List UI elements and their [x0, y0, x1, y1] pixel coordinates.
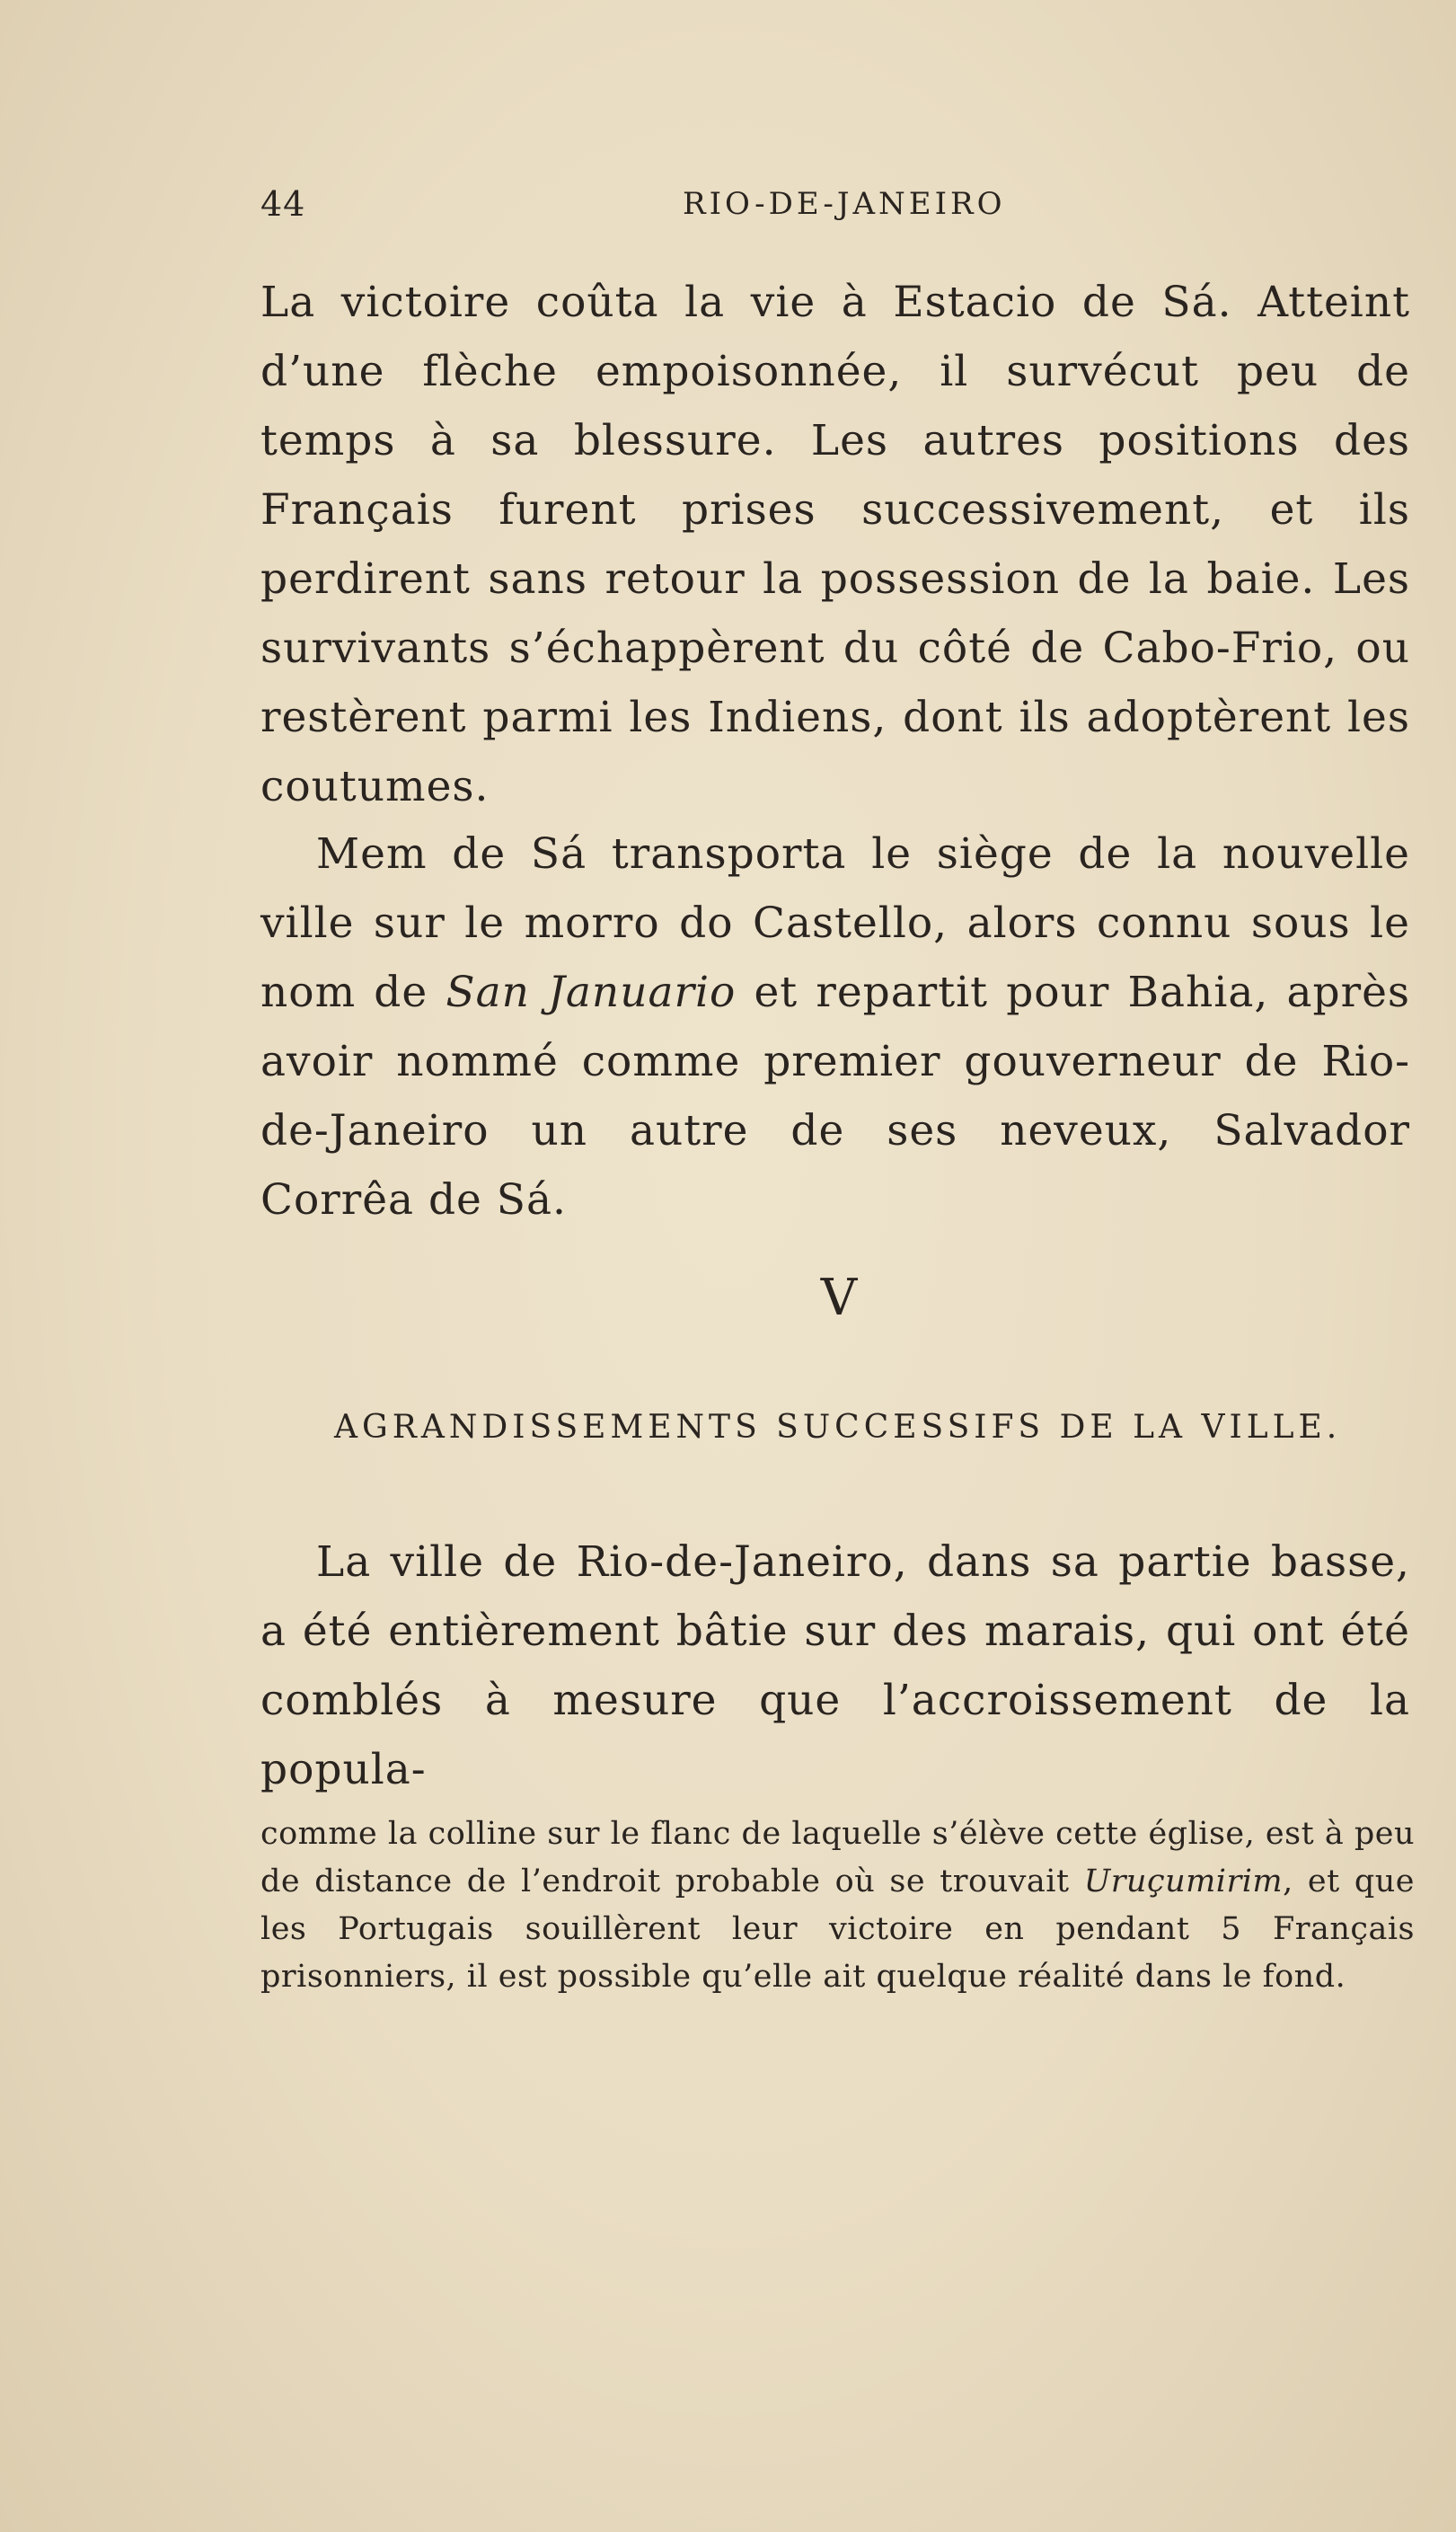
page-number: 44: [260, 184, 306, 224]
urucumirim-italic: Uruçumirim: [1083, 1864, 1284, 1899]
paragraph-city-growth: La ville de Rio-de-Janeiro, dans sa partie basse, a été entièrement bâtie sur des marais, qui ont été comblés à mesure que l’accroissement de la popula-: [260, 1537, 1410, 1794]
san-januario-italic: San Januario: [446, 968, 737, 1017]
chapter-title: AGRANDISSEMENTS SUCCESSIFS DE LA VILLE.: [334, 1409, 1342, 1446]
paragraph-victory: La victoire coûta la vie à Estacio de Sá. Atteint d’une flèche empoisonnée, il survécut peu de temps à sa blessure. Les autres positions des Français furent prises successivement, et ils perdirent sans retour la possession de la baie. Les survivants s’échappèrent du côté de Cabo-Frio, ou restèrent parmi les Indiens, dont ils adoptèrent les coutumes.: [260, 278, 1410, 811]
paragraph-mem-de-sa: [260, 819, 1410, 1235]
paragraph-mem-de-sa-text-start: Mem de Sá transporta le siège de la nouvelle ville sur le morro do Castello, alors connu sous le nom de: [260, 829, 1410, 1017]
page-header: [260, 184, 1410, 229]
chapter-number: V: [820, 1269, 860, 1327]
footnote-text-end: , et que les Portugais souillèrent leur victoire en pendant 5 Français prisonniers, il est possible qu’elle ait quelque réalité dans le fond.: [260, 1864, 1415, 1995]
footnote: [260, 1810, 1415, 2001]
paragraph-mem-de-sa-text-end: et repartit pour Bahia, après avoir nommé comme premier gouverneur de Rio-de-Janeiro un autre de ses neveux, Salvador Corrêa de Sá.: [260, 968, 1411, 1225]
running-title: RIO-DE-JANEIRO: [683, 186, 1006, 222]
footnote-text-start: comme la colline sur le flanc de laquelle s’élève cette église, est à peu de distance de l’endroit probable où se trouvait: [260, 1816, 1415, 1899]
